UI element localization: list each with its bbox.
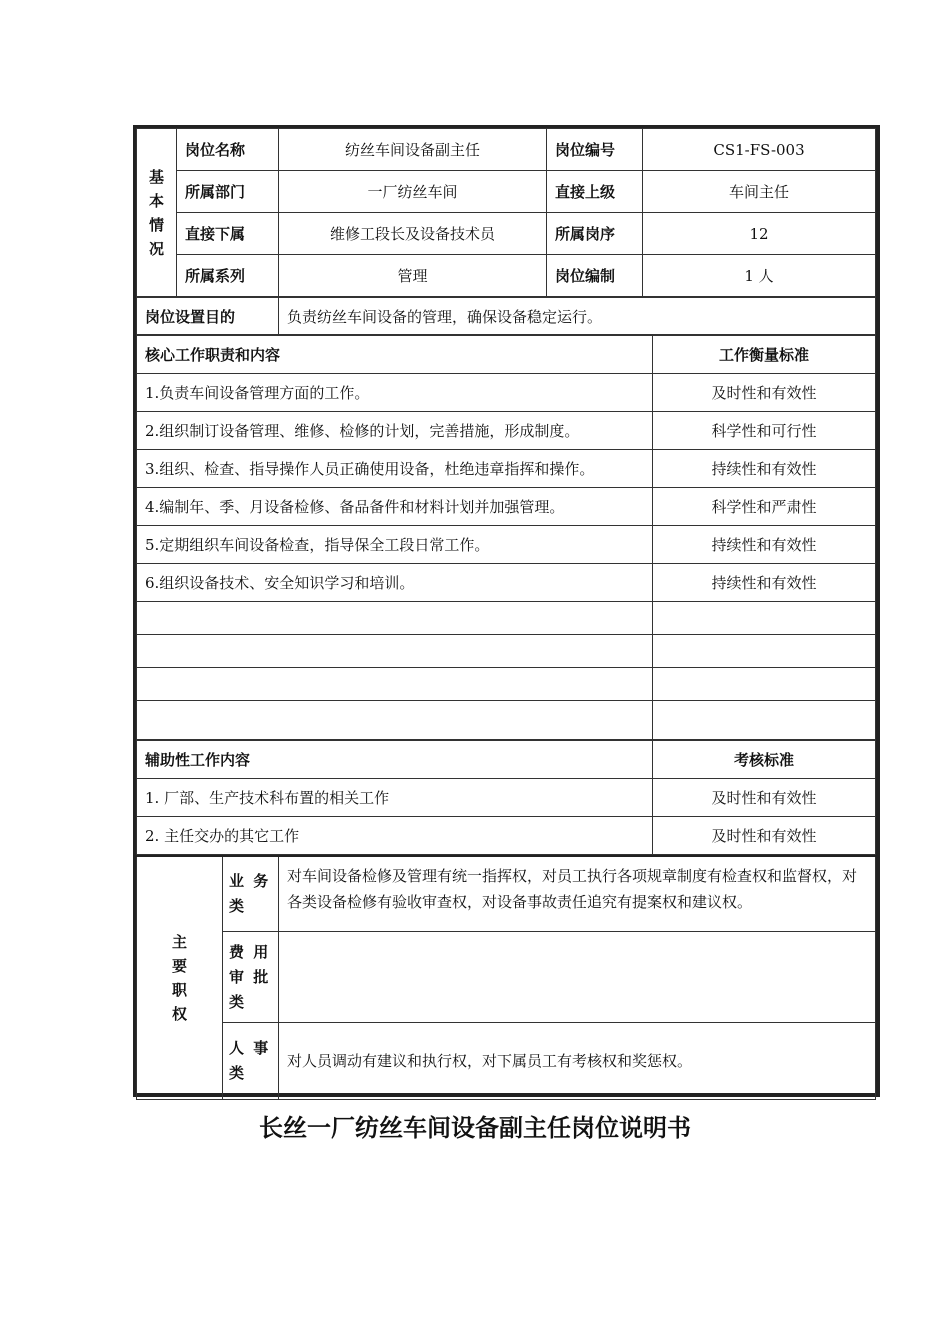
- basic-info-table: [136, 128, 876, 297]
- core-standard-header: 工作衡量标准: [653, 336, 876, 374]
- authority-row: [137, 856, 876, 932]
- field-label: 岗位编制: [547, 255, 643, 297]
- table-row: [137, 374, 876, 412]
- duty-text: 1.负责车间设备管理方面的工作。: [137, 374, 653, 412]
- table-row: [137, 564, 876, 602]
- table-row: [137, 488, 876, 526]
- empty-row: [137, 701, 876, 740]
- job-description-table: [133, 125, 880, 1097]
- authority-label: 费 用审 批类: [223, 932, 279, 1023]
- basic-row: [137, 129, 876, 171]
- field-label: 所属岗序: [547, 213, 643, 255]
- aux-text: 2. 主任交办的其它工作: [137, 817, 653, 855]
- table-row: [137, 526, 876, 564]
- authority-text: [279, 932, 876, 1023]
- empty-row: [137, 668, 876, 701]
- purpose-table: [136, 297, 876, 335]
- purpose-label: 岗位设置目的: [137, 298, 279, 335]
- field-label: 所属部门: [177, 171, 279, 213]
- basic-section-label: 基本情况: [137, 129, 177, 297]
- empty-cell: [653, 668, 876, 701]
- empty-cell: [137, 668, 653, 701]
- field-value: 管理: [279, 255, 547, 297]
- core-duties-table: [136, 335, 876, 740]
- authority-label: 业 务类: [223, 856, 279, 932]
- field-label: 直接下属: [177, 213, 279, 255]
- table-row: [137, 779, 876, 817]
- authority-text: 对人员调动有建议和执行权，对下属员工有考核权和奖惩权。: [279, 1023, 876, 1100]
- table-row: [137, 412, 876, 450]
- duty-standard: 持续性和有效性: [653, 450, 876, 488]
- duty-standard: 持续性和有效性: [653, 564, 876, 602]
- empty-cell: [653, 701, 876, 740]
- field-value: CS1-FS-003: [643, 129, 876, 171]
- duty-standard: 及时性和有效性: [653, 374, 876, 412]
- basic-row: [137, 171, 876, 213]
- field-label: 岗位编号: [547, 129, 643, 171]
- auxiliary-table: [136, 740, 876, 855]
- authority-label: 人 事类: [223, 1023, 279, 1100]
- duty-text: 6.组织设备技术、安全知识学习和培训。: [137, 564, 653, 602]
- field-label: 岗位名称: [177, 129, 279, 171]
- duty-standard: 科学性和严肃性: [653, 488, 876, 526]
- field-label: 所属系列: [177, 255, 279, 297]
- duty-standard: 科学性和可行性: [653, 412, 876, 450]
- authority-text: 对车间设备检修及管理有统一指挥权，对员工执行各项规章制度有检查权和监督权，对各类设备检修有验收审查权，对设备事故责任追究有提案权和建议权。: [279, 856, 876, 932]
- field-value: 1 人: [643, 255, 876, 297]
- field-value: 一厂纺丝车间: [279, 171, 547, 213]
- table-row: [137, 450, 876, 488]
- empty-row: [137, 635, 876, 668]
- field-value: 纺丝车间设备副主任: [279, 129, 547, 171]
- document-title: 长丝一厂纺丝车间设备副主任岗位说明书: [259, 1114, 691, 1142]
- empty-cell: [653, 602, 876, 635]
- field-label: 直接上级: [547, 171, 643, 213]
- field-value: 车间主任: [643, 171, 876, 213]
- duty-standard: 持续性和有效性: [653, 526, 876, 564]
- auxiliary-header: 辅助性工作内容: [137, 741, 653, 779]
- basic-row: [137, 213, 876, 255]
- field-value: 12: [643, 213, 876, 255]
- duty-text: 2.组织制订设备管理、维修、检修的计划，完善措施，形成制度。: [137, 412, 653, 450]
- empty-row: [137, 602, 876, 635]
- authority-row: [137, 1023, 876, 1100]
- basic-row: [137, 255, 876, 297]
- auxiliary-standard-header: 考核标准: [653, 741, 876, 779]
- aux-text: 1. 厂部、生产技术科布置的相关工作: [137, 779, 653, 817]
- empty-cell: [137, 701, 653, 740]
- duty-text: 5.定期组织车间设备检查，指导保全工段日常工作。: [137, 526, 653, 564]
- core-duties-header: 核心工作职责和内容: [137, 336, 653, 374]
- table-row: [137, 817, 876, 855]
- empty-cell: [137, 635, 653, 668]
- duty-text: 4.编制年、季、月设备检修、备品备件和材料计划并加强管理。: [137, 488, 653, 526]
- authority-row: [137, 932, 876, 1023]
- duty-text: 3.组织、检查、指导操作人员正确使用设备，杜绝违章指挥和操作。: [137, 450, 653, 488]
- authority-section-label: 主要职权: [137, 856, 223, 1100]
- empty-cell: [137, 602, 653, 635]
- aux-standard: 及时性和有效性: [653, 817, 876, 855]
- empty-cell: [653, 635, 876, 668]
- purpose-text: 负责纺丝车间设备的管理，确保设备稳定运行。: [279, 298, 876, 335]
- field-value: 维修工段长及设备技术员: [279, 213, 547, 255]
- aux-standard: 及时性和有效性: [653, 779, 876, 817]
- authority-table: [136, 855, 876, 1100]
